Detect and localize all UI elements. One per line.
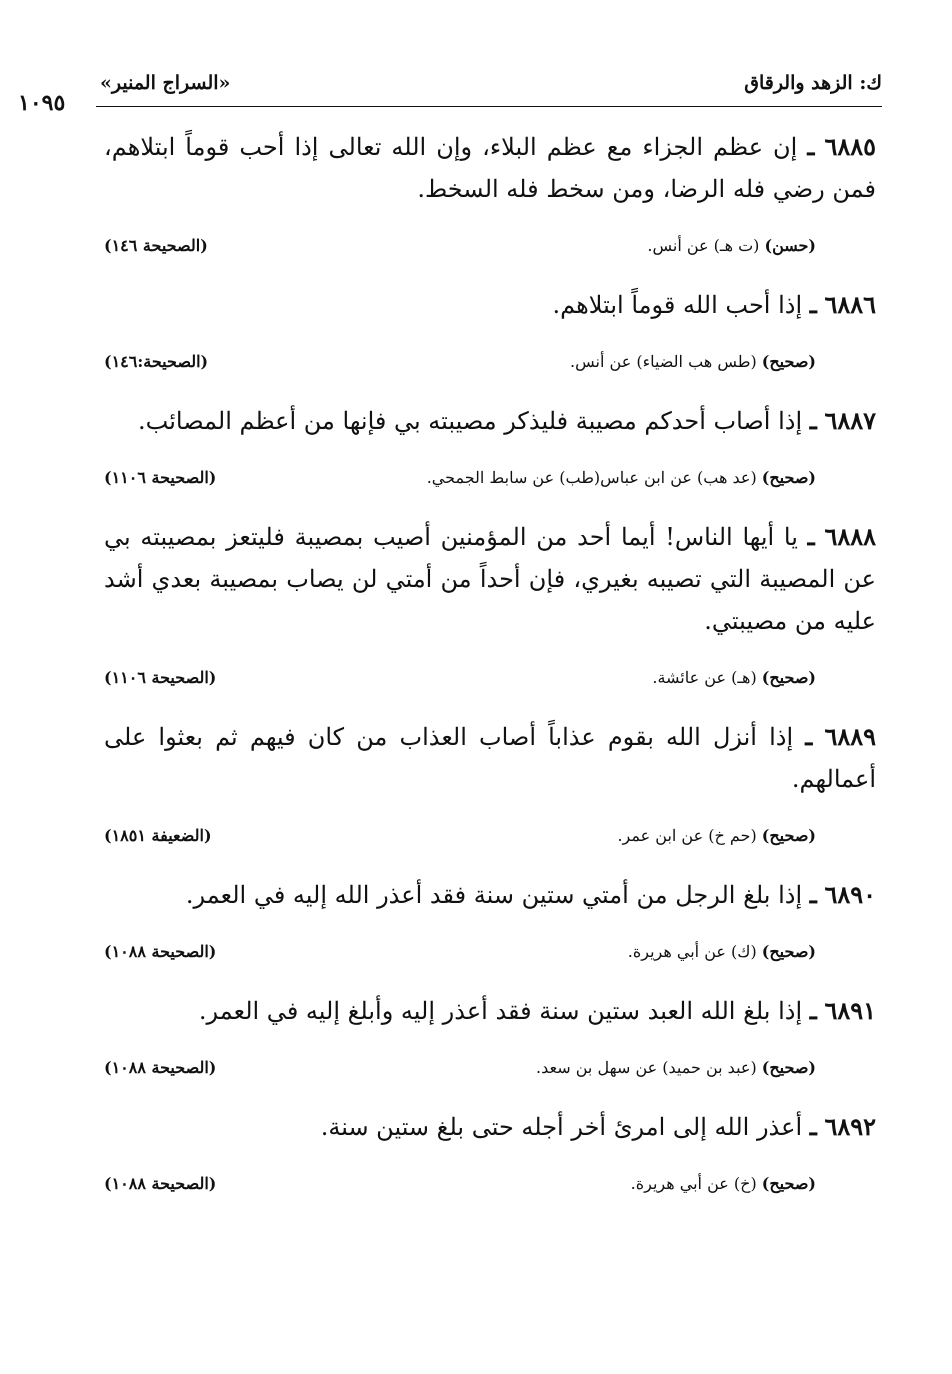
hadith-grade: (صحيح) bbox=[761, 942, 816, 961]
grade-source bbox=[647, 236, 816, 255]
hadith-grade: (صحيح) bbox=[761, 826, 816, 845]
hadith-grade: (صحيح) bbox=[761, 1058, 816, 1077]
hadith-entry bbox=[104, 400, 876, 502]
grade-source bbox=[628, 942, 816, 961]
hadith-text-block: ٦٨٨٦ ـ إذا أحب الله قوماً ابتلاهم. bbox=[552, 290, 876, 319]
hadith-text: يا أيها الناس! أيما أحد من المؤمنين أصيب بمصيبة فليتعز بمصيبته بي عن المصيبة التي تصيبه بغيري، فإن أحداً من أمتي لن يصاب بمصيبة بعدي أشد عليه من مصيبتي. bbox=[104, 523, 876, 635]
takhrij-line bbox=[104, 668, 876, 702]
grade-source bbox=[570, 352, 816, 371]
hadith-list bbox=[104, 126, 876, 1222]
hadith-text-block: ٦٨٨٧ ـ إذا أصاب أحدكم مصيبة فليذكر مصيبته بي فإنها من أعظم المصائب. bbox=[138, 406, 876, 435]
takhrij-line bbox=[104, 468, 876, 502]
hadith-grade: (صحيح) bbox=[761, 468, 816, 487]
hadith-text: أعذر الله إلى امرئ أخر أجله حتى بلغ ستين سنة. bbox=[320, 1113, 803, 1141]
hadith-number: ٦٨٨٩ bbox=[824, 722, 876, 751]
grade-source bbox=[536, 1058, 816, 1077]
header-divider bbox=[96, 106, 882, 107]
running-header bbox=[100, 62, 882, 102]
takhrij-line bbox=[104, 352, 876, 386]
hadith-entry bbox=[104, 1106, 876, 1208]
grade-source bbox=[652, 668, 816, 687]
hadith-text: إذا أحب الله قوماً ابتلاهم. bbox=[552, 291, 803, 319]
hadith-number: ٦٨٨٥ bbox=[824, 132, 876, 161]
hadith-text-block: ٦٨٨٩ ـ إذا أنزل الله بقوم عذاباً أصاب العذاب من كان فيهم ثم بعثوا على أعمالهم. bbox=[104, 722, 876, 793]
hadith-text-block: ٦٨٩١ ـ إذا بلغ الله العبد ستين سنة فقد أعذر إليه وأبلغ إليه في العمر. bbox=[198, 996, 876, 1025]
hadith-text: إذا أصاب أحدكم مصيبة فليذكر مصيبته بي فإنها من أعظم المصائب. bbox=[138, 407, 803, 435]
hadith-source: (عد هب) عن ابن عباس(طب) عن سابط الجمحي. bbox=[426, 468, 757, 487]
hadith-text: إذا بلغ الرجل من أمتي ستين سنة فقد أعذر الله إليه في العمر. bbox=[185, 881, 803, 909]
hadith-entry bbox=[104, 126, 876, 270]
hadith-grade: (صحيح) bbox=[761, 668, 816, 687]
hadith-reference: (الصحيحة ١٤٦) bbox=[104, 236, 208, 255]
hadith-reference: (الصحيحة ١٠٨٨) bbox=[104, 1174, 217, 1193]
hadith-number: ٦٨٨٨ bbox=[824, 522, 876, 551]
hadith-reference: (الصحيحة ١١٠٦) bbox=[104, 668, 217, 687]
hadith-grade: (صحيح) bbox=[761, 1174, 816, 1193]
hadith-entry bbox=[104, 874, 876, 976]
hadith-source: (عبد بن حميد) عن سهل بن سعد. bbox=[536, 1058, 757, 1077]
hadith-source: (خ) عن أبي هريرة. bbox=[630, 1174, 757, 1193]
hadith-entry bbox=[104, 716, 876, 860]
hadith-number: ٦٨٩٢ bbox=[824, 1112, 876, 1141]
hadith-source: (طس هب الضياء) عن أنس. bbox=[570, 352, 757, 371]
hadith-text-block: ٦٨٨٨ ـ يا أيها الناس! أيما أحد من المؤمنين أصيب بمصيبة فليتعز بمصيبته بي عن المصيبة التي تصيبه بغيري، فإن أحداً من أمتي لن يصاب بمصيبة بعدي أشد عليه من مصيبتي. bbox=[104, 522, 876, 635]
takhrij-line bbox=[104, 236, 876, 270]
hadith-entry bbox=[104, 516, 876, 702]
hadith-entry bbox=[104, 284, 876, 386]
hadith-grade: (صحيح) bbox=[761, 352, 816, 371]
hadith-source: (ك) عن أبي هريرة. bbox=[627, 942, 757, 961]
hadith-grade: (حسن) bbox=[764, 236, 816, 255]
grade-source bbox=[631, 1174, 816, 1193]
takhrij-line bbox=[104, 1058, 876, 1092]
takhrij-line bbox=[104, 942, 876, 976]
takhrij-line bbox=[104, 1174, 876, 1208]
book-title: «السراج المنير» bbox=[100, 72, 231, 94]
hadith-reference: (الصحيحة ١٠٨٨) bbox=[104, 1058, 217, 1077]
takhrij-line bbox=[104, 826, 876, 860]
hadith-number: ٦٨٩١ bbox=[824, 996, 876, 1025]
hadith-text: إذا أنزل الله بقوم عذاباً أصاب العذاب من كان فيهم ثم بعثوا على أعمالهم. bbox=[104, 723, 876, 793]
hadith-number: ٦٨٨٦ bbox=[824, 290, 876, 319]
chapter-title: ك: الزهد والرقاق bbox=[744, 72, 882, 94]
hadith-number: ٦٨٩٠ bbox=[824, 880, 876, 909]
page-number: ١٠٩٥ bbox=[18, 90, 66, 116]
hadith-source: (ت هـ) عن أنس. bbox=[647, 236, 760, 255]
hadith-reference: (الضعيفة ١٨٥١) bbox=[104, 826, 212, 845]
hadith-text-block: ٦٨٨٥ ـ إن عظم الجزاء مع عظم البلاء، وإن الله تعالى إذا أحب قوماً ابتلاهم، فمن رضي فله الرضا، ومن سخط فله السخط. bbox=[104, 132, 876, 203]
hadith-reference: (الصحيحة ١١٠٦) bbox=[104, 468, 217, 487]
grade-source bbox=[617, 826, 816, 845]
hadith-text: إن عظم الجزاء مع عظم البلاء، وإن الله تعالى إذا أحب قوماً ابتلاهم، فمن رضي فله الرضا، ومن سخط فله السخط. bbox=[104, 133, 876, 203]
hadith-text-block: ٦٨٩٢ ـ أعذر الله إلى امرئ أخر أجله حتى بلغ ستين سنة. bbox=[320, 1112, 876, 1141]
hadith-source: (حم خ) عن ابن عمر. bbox=[617, 826, 757, 845]
grade-source bbox=[427, 468, 816, 487]
hadith-reference: (الصحيحة ١٠٨٨) bbox=[104, 942, 217, 961]
hadith-reference: (الصحيحة:١٤٦) bbox=[104, 352, 209, 371]
hadith-source: (هـ) عن عائشة. bbox=[652, 668, 757, 687]
hadith-text: إذا بلغ الله العبد ستين سنة فقد أعذر إليه وأبلغ إليه في العمر. bbox=[198, 997, 803, 1025]
hadith-text-block: ٦٨٩٠ ـ إذا بلغ الرجل من أمتي ستين سنة فقد أعذر الله إليه في العمر. bbox=[185, 880, 876, 909]
hadith-number: ٦٨٨٧ bbox=[824, 406, 876, 435]
hadith-entry bbox=[104, 990, 876, 1092]
